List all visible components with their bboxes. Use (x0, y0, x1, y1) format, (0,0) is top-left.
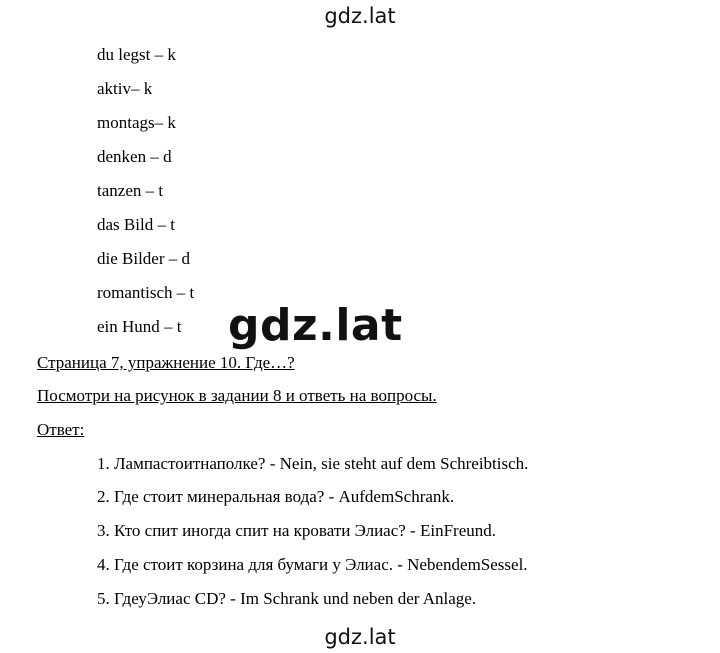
answer-item: 3. Кто спит иногда спит на кровати Элиас? - EinFreund. (97, 521, 496, 540)
answer-item: 4. Где стоит корзина для бумаги у Элиас. - NebendemSessel. (97, 555, 528, 574)
word-item: aktiv– k (97, 79, 153, 98)
watermark-center: gdz.lat (228, 300, 403, 351)
answer-item: 1. Лампастоитнаполке? - Nein, sie steht auf dem Schreibtisch. (97, 454, 529, 473)
word-item: tanzen – t (97, 181, 164, 200)
word-item: ein Hund – t (97, 317, 182, 336)
answer-item: 5. ГдеуЭлиас CD? - Im Schrank und neben der Anlage. (97, 589, 477, 608)
word-item: das Bild – t (97, 215, 175, 234)
word-item: romantisch – t (97, 283, 195, 302)
exercise-heading: Страница 7, упражнение 10. Где…? (37, 353, 295, 372)
word-item: denken – d (97, 147, 172, 166)
watermark-top: gdz.lat (324, 4, 396, 28)
answer-label: Ответ: (37, 420, 85, 439)
watermark-bottom: gdz.lat (324, 625, 396, 649)
word-item: montags– k (97, 113, 176, 132)
answer-item: 2. Где стоит минеральная вода? - AufdemSchrank. (97, 487, 455, 506)
word-item: die Bilder – d (97, 249, 191, 268)
word-item: du legst – k (97, 45, 176, 64)
task-instruction: Посмотри на рисунок в задании 8 и ответь на вопросы. (37, 386, 437, 405)
